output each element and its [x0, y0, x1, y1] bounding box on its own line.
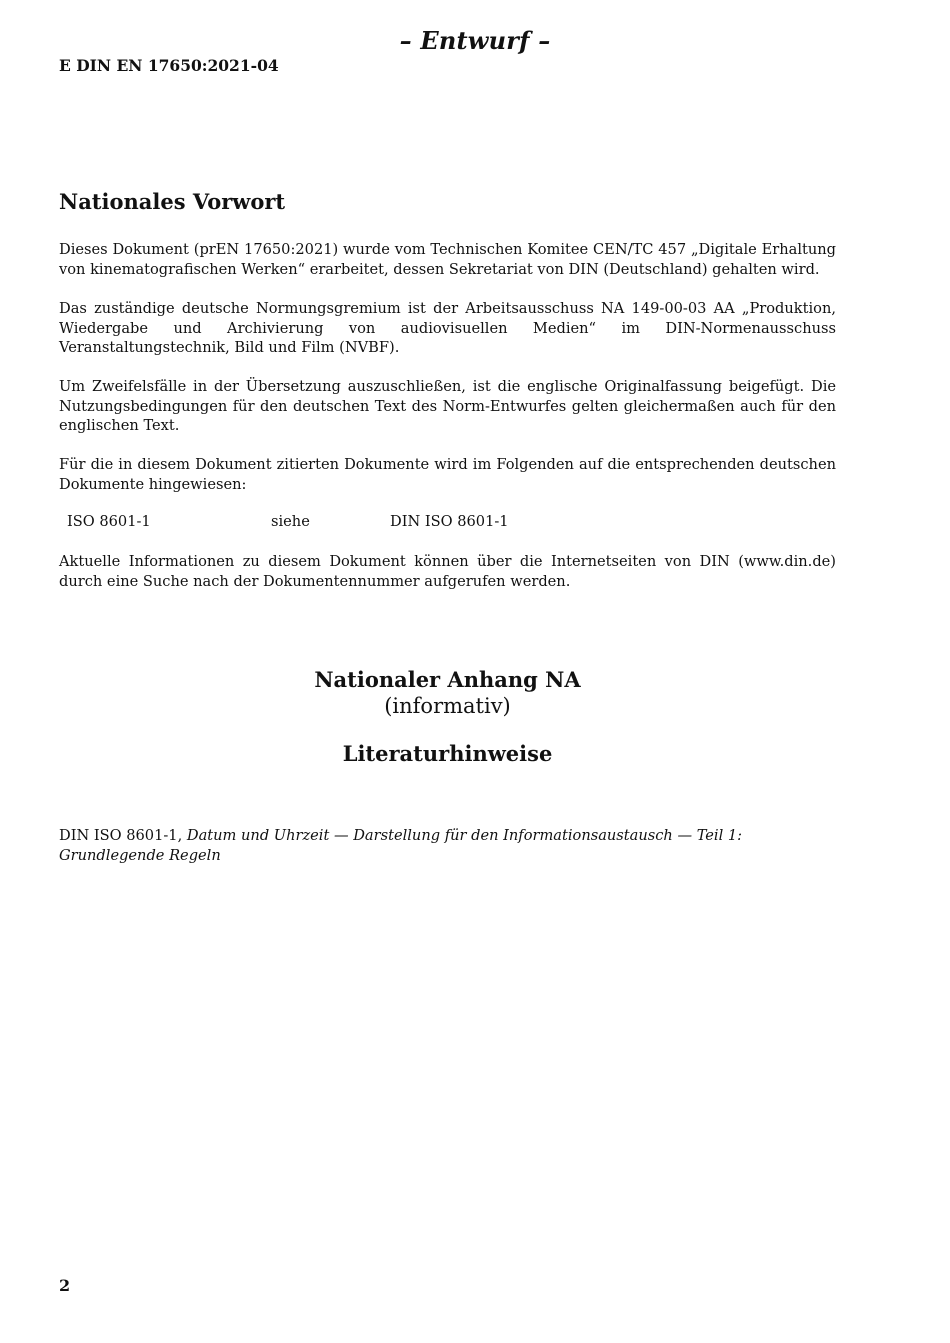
section-heading-vorwort: Nationales Vorwort — [59, 189, 286, 214]
bibliography-entry-code: DIN ISO 8601-1, — [59, 827, 183, 844]
annex-title: Nationaler Anhang NA — [314, 667, 581, 692]
bibliography-entry — [59, 826, 836, 866]
paragraph-current-info: Aktuelle Informationen zu diesem Dokument können über die Internetseiten von DIN (www.din.de) durch eine Suche nach der Dokumentennummer aufgerufen werden. — [59, 553, 836, 590]
bibliography-entry-title: Datum und Uhrzeit — Darstellung für den Informationsaustausch — Teil 1: Grundlegende Regeln — [59, 827, 743, 864]
paragraph-committee: Dieses Dokument (prEN 17650:2021) wurde vom Technischen Komitee CEN/TC 457 „Digitale Erhaltung von kinematografischen Werken“ erarbeitet, dessen Sekretariat von DIN (Deutschland) gehalten wird. — [59, 241, 836, 278]
reference-cited-document: ISO 8601-1 — [67, 513, 151, 530]
literature-heading: Literaturhinweise — [342, 741, 553, 766]
literature-heading-block — [0, 741, 895, 767]
paragraph-translation: Um Zweifelsfälle in der Übersetzung auszuschließen, ist die englische Originalfassung beigefügt. Die Nutzungsbedingungen für den deutschen Text des Norm-Entwurfes gelten gleichermaßen auch für den englischen Text. — [59, 378, 836, 435]
annex-heading-block — [0, 667, 895, 719]
reference-relation: siehe — [271, 513, 310, 530]
draft-label: – Entwurf – — [399, 26, 551, 55]
reference-german-document: DIN ISO 8601-1 — [390, 513, 509, 530]
page-number: 2 — [59, 1276, 71, 1295]
annex-subtitle: (informativ) — [384, 694, 511, 718]
document-id: E DIN EN 17650:2021-04 — [59, 56, 279, 75]
paragraph-standards-body: Das zuständige deutsche Normungsgremium ist der Arbeitsausschuss NA 149-00-03 AA „Produktion, Wiedergabe und Archivierung von audiovisuellen Medien“ im DIN-Normenausschuss Veranstaltungstechnik, Bild und Film (NVBF). — [59, 300, 836, 357]
paragraph-cited-documents: Für die in diesem Dokument zitierten Dokumente wird im Folgenden auf die entsprechenden deutschen Dokumente hingewiesen: — [59, 456, 836, 493]
